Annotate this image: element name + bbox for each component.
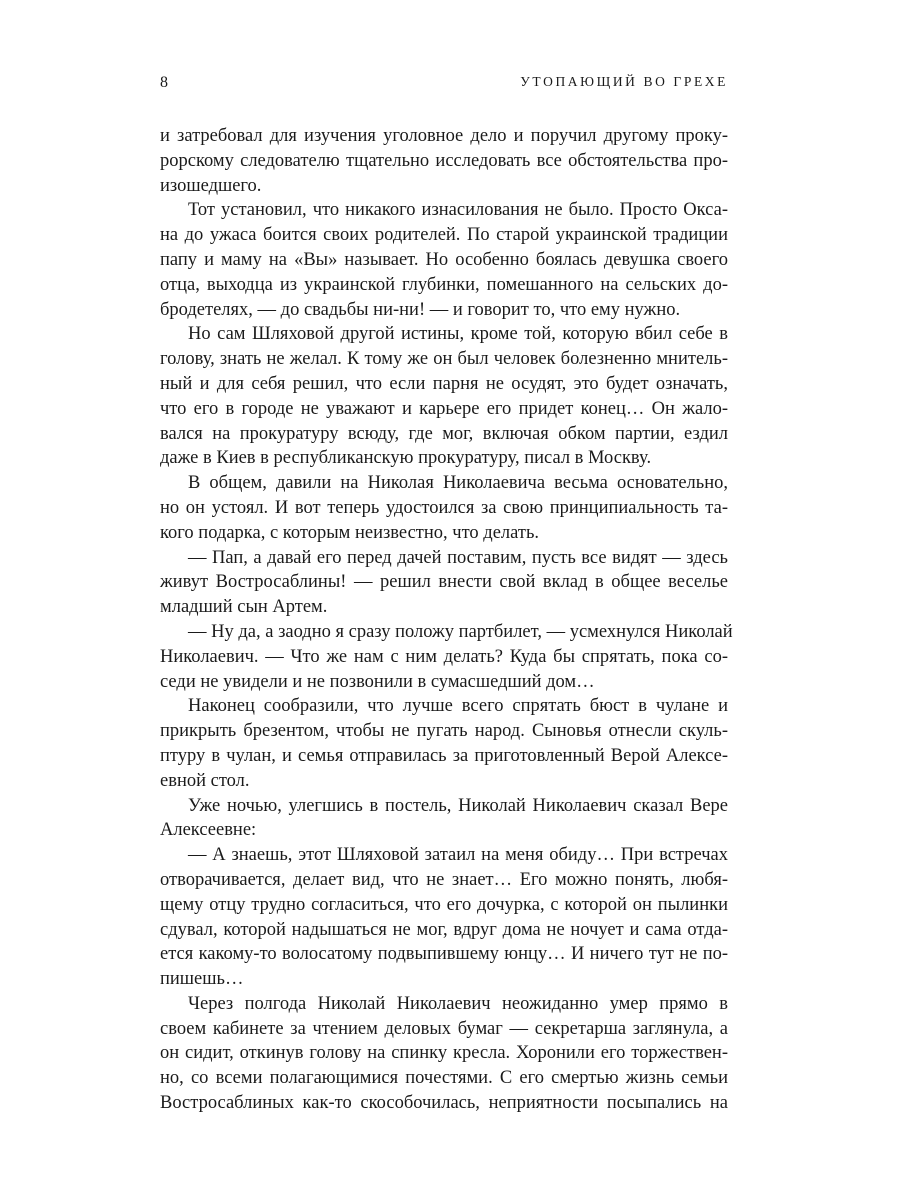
text-line: ный и для себя решил, что если парня не осудят, это будет означать, (160, 373, 728, 394)
text-line: Тот установил, что никакого изнасилования не было. Просто Окса- (188, 200, 728, 221)
text-line: кого подарка, с которым неизвестно, что делать. (160, 522, 540, 543)
text-line: седи не увидели и не позвонили в сумасшедший дом… (160, 671, 595, 692)
text-line: изошедшего. (160, 175, 262, 196)
body-text (160, 124, 733, 1116)
text-line: евной стол. (160, 770, 250, 791)
text-line: ется какому-то волосатому подвыпившему юнцу… И ничего тут не по- (160, 944, 728, 965)
text-line: — Ну да, а заодно я сразу положу партбилет, — усмехнулся Николай (188, 621, 733, 642)
text-line: рорскому следователю тщательно исследовать все обстоятельства про- (160, 150, 728, 171)
text-line: на до ужаса боится своих родителей. По старой украинской традиции (160, 225, 728, 246)
text-line: Уже ночью, улегшись в постель, Николай Николаевич сказал Вере (188, 795, 728, 816)
text-line: Наконец сообразили, что лучше всего спрятать бюст в чулане и (188, 696, 728, 717)
text-line: отца, выходца из украинской глубинки, помешанного на сельских до- (160, 274, 728, 295)
text-line: даже в Киев в республиканскую прокуратуру, писал в Москву. (160, 448, 652, 469)
page-number: 8 (160, 74, 169, 91)
text-line: он сидит, откинув голову на спинку кресла. Хоронили его торжествен- (160, 1043, 728, 1064)
text-line: В общем, давили на Николая Николаевича весьма основательно, (188, 473, 728, 494)
text-line: пишешь… (160, 969, 244, 990)
text-line: голову, знать не желал. К тому же он был человек болезненно мнитель- (160, 349, 728, 370)
text-line: папу и маму на «Вы» называет. Но особенно боялась девушка своего (160, 249, 728, 270)
text-line: вался на прокуратуру всюду, где мог, включая обком партии, ездил (160, 423, 728, 444)
text-line: — А знаешь, этот Шляховой затаил на меня обиду… При встречах (188, 845, 728, 866)
text-line: щему отцу трудно согласиться, что его дочурка, с которой он пылинки (160, 894, 728, 915)
text-line: Николаевич. — Что же нам с ним делать? Куда бы спрятать, пока со- (160, 646, 728, 667)
text-line: но, со всеми полагающимися почестями. С его смертью жизнь семьи (160, 1068, 728, 1089)
text-line: — Пап, а давай его перед дачей поставим, пусть все видят — здесь (188, 547, 728, 568)
book-page (160, 0, 733, 1200)
text-line: младший сын Артем. (160, 597, 328, 618)
text-line: прикрыть брезентом, чтобы не пугать народ. Сыновья отнесли скуль- (160, 721, 728, 742)
text-line: и затребовал для изучения уголовное дело и поручил другому проку- (160, 126, 728, 146)
text-line: Востросаблиных как-то скособочилась, неприятности посыпались на (160, 1093, 728, 1114)
page-header (160, 74, 728, 96)
text-line: живут Востросаблины! — решил внести свой вклад в общее веселье (160, 572, 728, 593)
text-line: птуру в чулан, и семья отправилась за приготовленный Верой Алексе- (160, 745, 728, 766)
text-line: Алексеевне: (160, 820, 257, 841)
running-title: УТОПАЮЩИЙ ВО ГРЕХЕ (520, 74, 728, 89)
text-line: что его в городе не уважают и карьере его придет конец… Он жало- (160, 398, 728, 419)
text-line: но он устоял. И вот теперь удостоился за свою принципиальность та- (160, 497, 728, 518)
text-line: своем кабинете за чтением деловых бумаг — секретарша заглянула, а (160, 1018, 728, 1039)
text-line: сдувал, которой надышаться не мог, вдруг дома не ночует и сама отда- (160, 919, 728, 940)
text-line: Но сам Шляховой другой истины, кроме той, которую вбил себе в (188, 324, 728, 345)
text-line: бродетелях, — до свадьбы ни-ни! — и говорит то, что ему нужно. (160, 299, 681, 320)
text-line: Через полгода Николай Николаевич неожиданно умер прямо в (188, 993, 728, 1014)
text-line: отворачивается, делает вид, что не знает… Его можно понять, любя- (160, 869, 728, 890)
